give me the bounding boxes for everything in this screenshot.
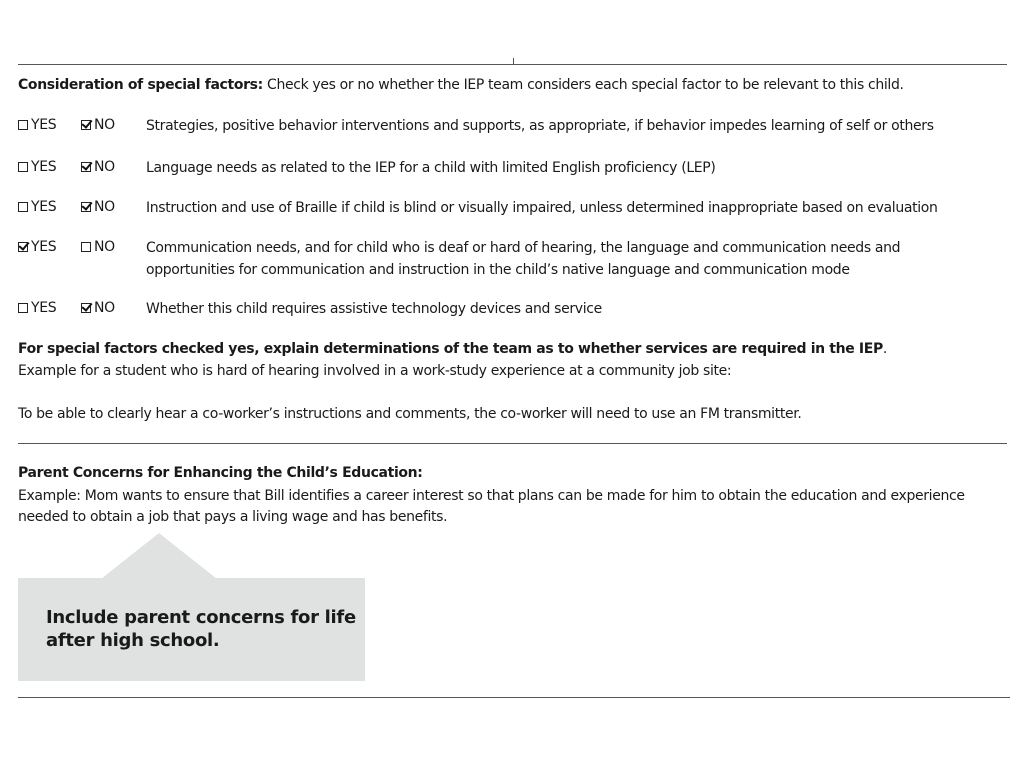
checkbox-checked-icon[interactable] bbox=[81, 303, 91, 313]
factor-behavior-yes[interactable] bbox=[18, 115, 56, 135]
yes-label: YES bbox=[31, 239, 57, 255]
factor-braille-yes[interactable] bbox=[18, 197, 56, 217]
checkbox-unchecked-icon[interactable] bbox=[18, 303, 28, 313]
checkbox-checked-icon[interactable] bbox=[81, 162, 91, 172]
factor-communication-no[interactable] bbox=[81, 237, 115, 257]
factor-row-language bbox=[18, 157, 1008, 179]
factor-braille-text: Instruction and use of Braille if child is blind or visually impaired, unless determined inappropriate based on evaluation bbox=[146, 200, 938, 216]
parent-concerns-heading: Parent Concerns for Enhancing the Child’s Education: bbox=[18, 465, 423, 481]
no-label: NO bbox=[94, 199, 115, 215]
no-label: NO bbox=[94, 159, 115, 175]
explain-example-intro: Example for a student who is hard of hearing involved in a work-study experience at a community job site: bbox=[18, 363, 732, 379]
checkbox-unchecked-icon[interactable] bbox=[18, 202, 28, 212]
special-factors-heading bbox=[18, 75, 904, 95]
factor-communication-yes[interactable] bbox=[18, 237, 56, 257]
explain-heading-bold: For special factors checked yes, explain determinations of the team as to whether services are required in the IEP bbox=[18, 341, 883, 357]
factor-communication-text-line1: Communication needs, and for child who is deaf or hard of hearing, the language and communication needs and bbox=[146, 240, 901, 256]
no-label: NO bbox=[94, 239, 115, 255]
factor-row-communication bbox=[18, 237, 1008, 281]
no-label: NO bbox=[94, 117, 115, 133]
special-factors-heading-bold: Consideration of special factors: bbox=[18, 77, 263, 93]
factor-language-yes[interactable] bbox=[18, 157, 56, 177]
yes-label: YES bbox=[31, 117, 57, 133]
factor-communication-text-line2: opportunities for communication and instruction in the child’s native language and communication mode bbox=[146, 262, 850, 278]
yes-label: YES bbox=[31, 159, 57, 175]
factor-braille-no[interactable] bbox=[81, 197, 115, 217]
yes-label: YES bbox=[31, 300, 57, 316]
parent-concerns-example-line1: Example: Mom wants to ensure that Bill identifies a career interest so that plans can be made for him to obtain the education and experience bbox=[18, 488, 965, 504]
special-factors-heading-text: Check yes or no whether the IEP team considers each special factor to be relevant to this child. bbox=[267, 77, 904, 93]
checkbox-unchecked-icon[interactable] bbox=[81, 242, 91, 252]
factor-row-braille bbox=[18, 197, 1008, 219]
section-divider bbox=[18, 443, 1007, 444]
callout-text bbox=[46, 606, 356, 652]
factor-row-behavior bbox=[18, 115, 1008, 137]
callout-box bbox=[18, 578, 365, 681]
factor-language-text: Language needs as related to the IEP for a child with limited English proficiency (LEP) bbox=[146, 160, 716, 176]
factor-assistive-tech-no[interactable] bbox=[81, 298, 115, 318]
factor-behavior-text: Strategies, positive behavior interventions and supports, as appropriate, if behavior impedes learning of self or others bbox=[146, 118, 934, 134]
checkbox-checked-icon[interactable] bbox=[81, 120, 91, 130]
parent-concerns-example-line2: needed to obtain a job that pays a living wage and has benefits. bbox=[18, 509, 448, 525]
top-divider-tick bbox=[513, 58, 514, 64]
callout-line2: after high school. bbox=[46, 630, 220, 651]
bottom-divider bbox=[18, 697, 1010, 698]
no-label: NO bbox=[94, 300, 115, 316]
checkbox-checked-icon[interactable] bbox=[18, 242, 28, 252]
factor-behavior-no[interactable] bbox=[81, 115, 115, 135]
explain-heading bbox=[18, 339, 887, 359]
factor-assistive-tech-yes[interactable] bbox=[18, 298, 56, 318]
checkbox-unchecked-icon[interactable] bbox=[18, 162, 28, 172]
top-divider bbox=[18, 64, 1007, 65]
factor-language-no[interactable] bbox=[81, 157, 115, 177]
explain-example-text: To be able to clearly hear a co-worker’s instructions and comments, the co-worker will need to use an FM transmitter. bbox=[18, 406, 802, 422]
checkbox-checked-icon[interactable] bbox=[81, 202, 91, 212]
factor-row-assistive-tech bbox=[18, 298, 1008, 320]
callout-pointer bbox=[101, 533, 217, 579]
yes-label: YES bbox=[31, 199, 57, 215]
explain-heading-period: . bbox=[882, 341, 888, 357]
checkbox-unchecked-icon[interactable] bbox=[18, 120, 28, 130]
callout-line1: Include parent concerns for life bbox=[46, 607, 356, 628]
factor-assistive-tech-text: Whether this child requires assistive technology devices and service bbox=[146, 301, 602, 317]
